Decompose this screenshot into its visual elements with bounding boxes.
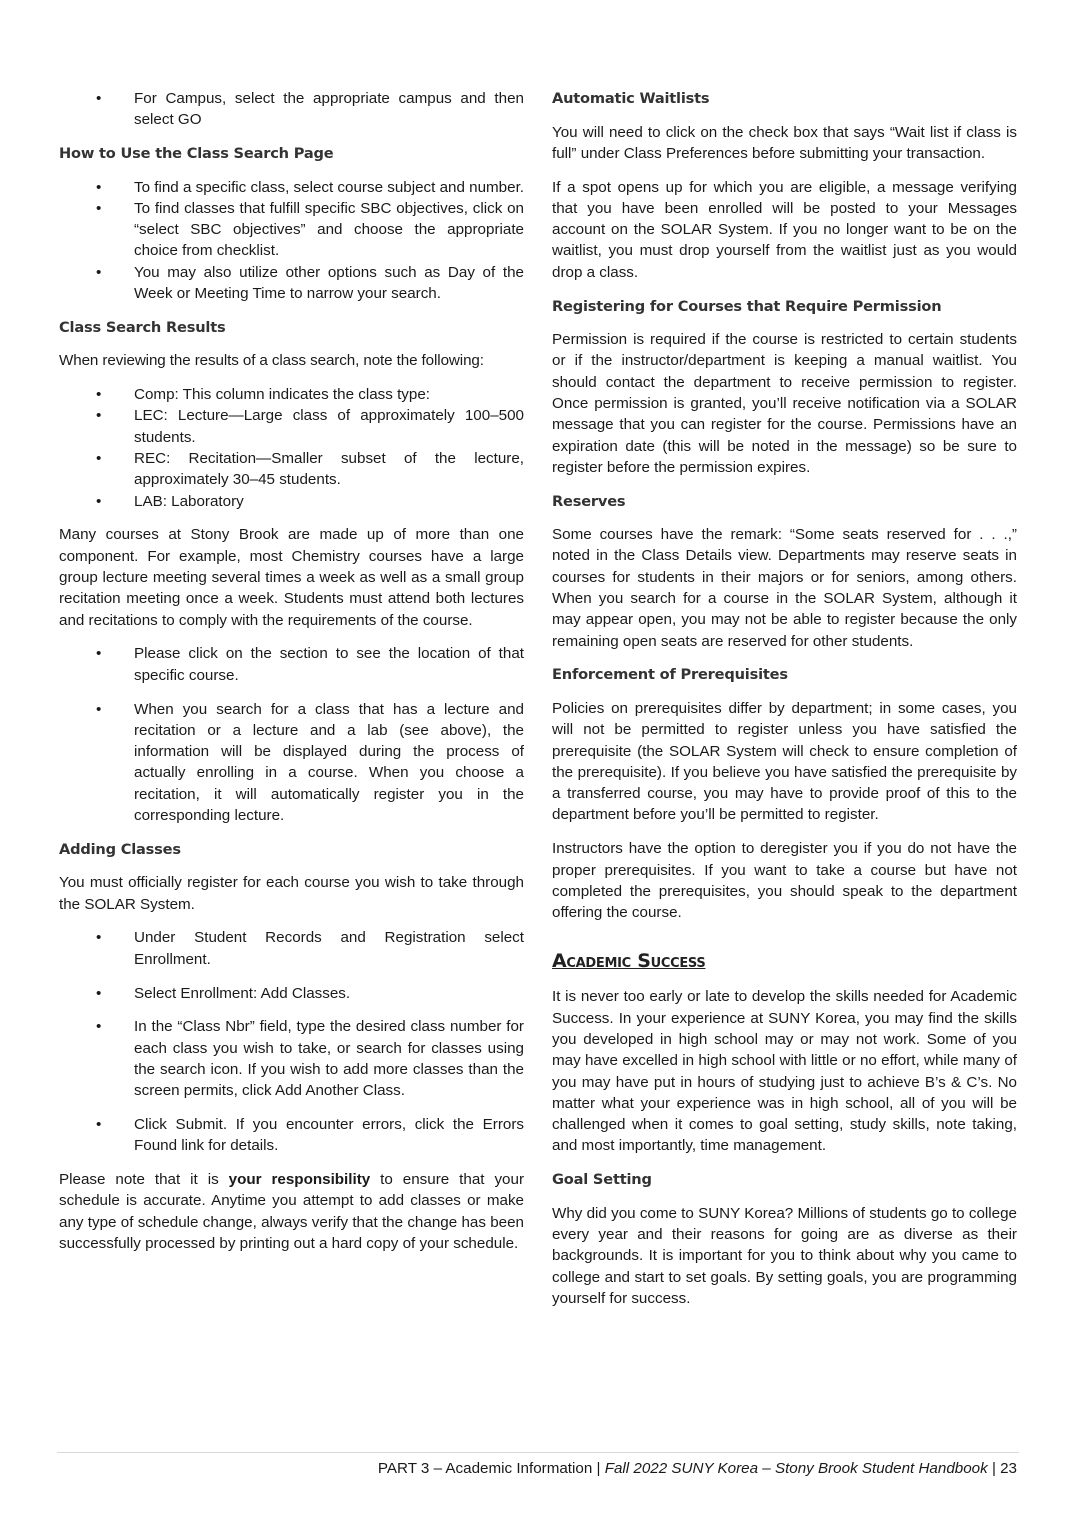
footer-part: PART 3 – Academic Information |: [377, 1460, 605, 1477]
list-item: • REC: Recitation—Smaller subset of the lecture, approximately 30–45 students.: [59, 448, 524, 491]
list-item: • Please click on the section to see the location of that specific course.: [59, 643, 524, 686]
how-to-heading: How to Use the Class Search Page: [59, 145, 334, 163]
adding-list: [59, 927, 524, 1156]
section-list: [59, 643, 524, 826]
note-emphasis: your responsibility: [228, 1171, 371, 1189]
reserves-paragraph: Some courses have the remark: “Some seats reserved for . . .,” noted in the Class Details view. Departments may reserve seats in courses for students in their majors or for seniors, among others. When you search for a course in the SOLAR System, although it may appear open, you may not be able to register because the only remaining open seats are reserved for other students.: [552, 526, 1017, 650]
permission-heading: Registering for Courses that Require Permission: [552, 297, 942, 315]
prerequisites-heading: Enforcement of Prerequisites: [552, 666, 788, 684]
prerequisites-paragraph-1: Policies on prerequisites differ by department; in some cases, you will not be permitted to register unless you have satisfied the prerequisite (the SOLAR System will check to ensure completion of the prerequisite). If you believe you have satisfied the prerequisite by a transferred course, you may have to provide proof of this to the department before you’ll be permitted to register.: [552, 699, 1017, 824]
academic-success-paragraph: It is never too early or late to develop the skills needed for Academic Success. In your experience at SUNY Korea, you may find the skills you developed in high school may or may not work. Some of you may have excelled in high school with little or no effort, while many of you may have put in hours of studying just to achieve B’s & C’s. No matter what your experience was in high school, all of you will be challenged when it comes to goal setting, study skills, note taking, and most importantly, time management.: [552, 988, 1017, 1155]
results-heading: Class Search Results: [59, 318, 226, 336]
note-text-start: Please note that it is: [59, 1171, 229, 1189]
waitlist-heading: Automatic Waitlists: [552, 90, 710, 107]
many-courses-paragraph: Many courses at Stony Brook are made up of more than one component. For example, most Chemistry courses have a large group lecture meeting several times a week as well as a small group recitation meeting once a week. Students must attend both lectures and recitations to comply with the requirements of the course.: [59, 526, 524, 629]
how-to-list: [59, 177, 524, 305]
note-text-end: to ensure that your schedule is accurate. Anytime you attempt to add classes or make any type of schedule change, always verify that the change has been successfully processed by printing out a hard copy of your schedule.: [59, 1171, 524, 1252]
results-intro: When reviewing the results of a class search, note the following:: [59, 352, 484, 370]
list-item: • Click Submit. If you encounter errors, click the Errors Found link for details.: [59, 1114, 524, 1157]
page-footer: [378, 1460, 1017, 1477]
list-item: • LEC: Lecture—Large class of approximately 100–500 students.: [59, 405, 524, 448]
list-item: • You may also utilize other options such as Day of the Week or Meeting Time to narrow your search.: [59, 262, 524, 305]
waitlist-paragraph-2: If a spot opens up for which you are eligible, a message verifying that you have been enrolled will be posted to your Messages account on the SOLAR System. If you no longer want to be on the waitlist, you must drop yourself from the waitlist just as you would drop a class.: [552, 178, 1017, 281]
adding-heading: Adding Classes: [59, 840, 181, 858]
left-column: [59, 88, 524, 1267]
footer-divider: [57, 1452, 1019, 1453]
list-item: • In the “Class Nbr” field, type the desired class number for each class you wish to take, or search for classes using the search icon. If you wish to add more classes than the screen permits, click Add Another Class.: [59, 1016, 524, 1101]
list-item: • To find classes that fulfill specific SBC objectives, click on “select SBC objectives” and choose the appropriate choice from checklist.: [59, 198, 524, 262]
campus-list: [59, 88, 524, 131]
goal-setting-paragraph: Why did you come to SUNY Korea? Millions of students go to college every year and their reasons for going are as diverse as their backgrounds. It is important for you to think about why you came to college and start to set goals. By setting goals, you are programming yourself for success.: [552, 1204, 1017, 1307]
adding-intro: You must officially register for each course you wish to take through the SOLAR System.: [59, 874, 524, 913]
academic-success-heading: Academic Success: [552, 950, 706, 973]
list-item: • Comp: This column indicates the class type:: [59, 384, 524, 405]
results-list: [59, 384, 524, 512]
goal-setting-heading: Goal Setting: [552, 1171, 652, 1189]
footer-handbook-title: Fall 2022 SUNY Korea – Stony Brook Student Handbook: [604, 1460, 988, 1477]
footer-page-number: | 23: [987, 1460, 1017, 1477]
prerequisites-paragraph-2: Instructors have the option to deregister you if you do not have the proper prerequisites. If you want to take a course but have not completed the prerequisites, you should speak to the department offering the course.: [552, 840, 1017, 922]
list-item: • For Campus, select the appropriate campus and then select GO: [59, 88, 524, 131]
responsibility-note: [59, 1169, 524, 1254]
list-item: • Under Student Records and Registration select Enrollment.: [59, 927, 524, 970]
list-item: • To find a specific class, select course subject and number.: [59, 177, 524, 198]
right-column: [552, 88, 1017, 1322]
list-item: • Select Enrollment: Add Classes.: [59, 983, 524, 1004]
list-item: • LAB: Laboratory: [59, 491, 524, 512]
list-item: • When you search for a class that has a lecture and recitation or a lecture and a lab (see above), the information will be displayed during the process of actually enrolling in a course. When you choose a recitation, it will automatically register you in the corresponding lecture.: [59, 699, 524, 827]
waitlist-paragraph-1: You will need to click on the check box that says “Wait list if class is full” under Class Preferences before submitting your transaction.: [552, 123, 1017, 162]
permission-paragraph: Permission is required if the course is restricted to certain students or if the instructor/department is keeping a manual waitlist. You should contact the department to receive permission to register. Once permission is granted, you’ll receive notification via a SOLAR message that you can register for the course. Permissions have an expiration date (this will be noted in the message) so be sure to register before the permission expires.: [552, 331, 1017, 476]
reserves-heading: Reserves: [552, 492, 626, 510]
